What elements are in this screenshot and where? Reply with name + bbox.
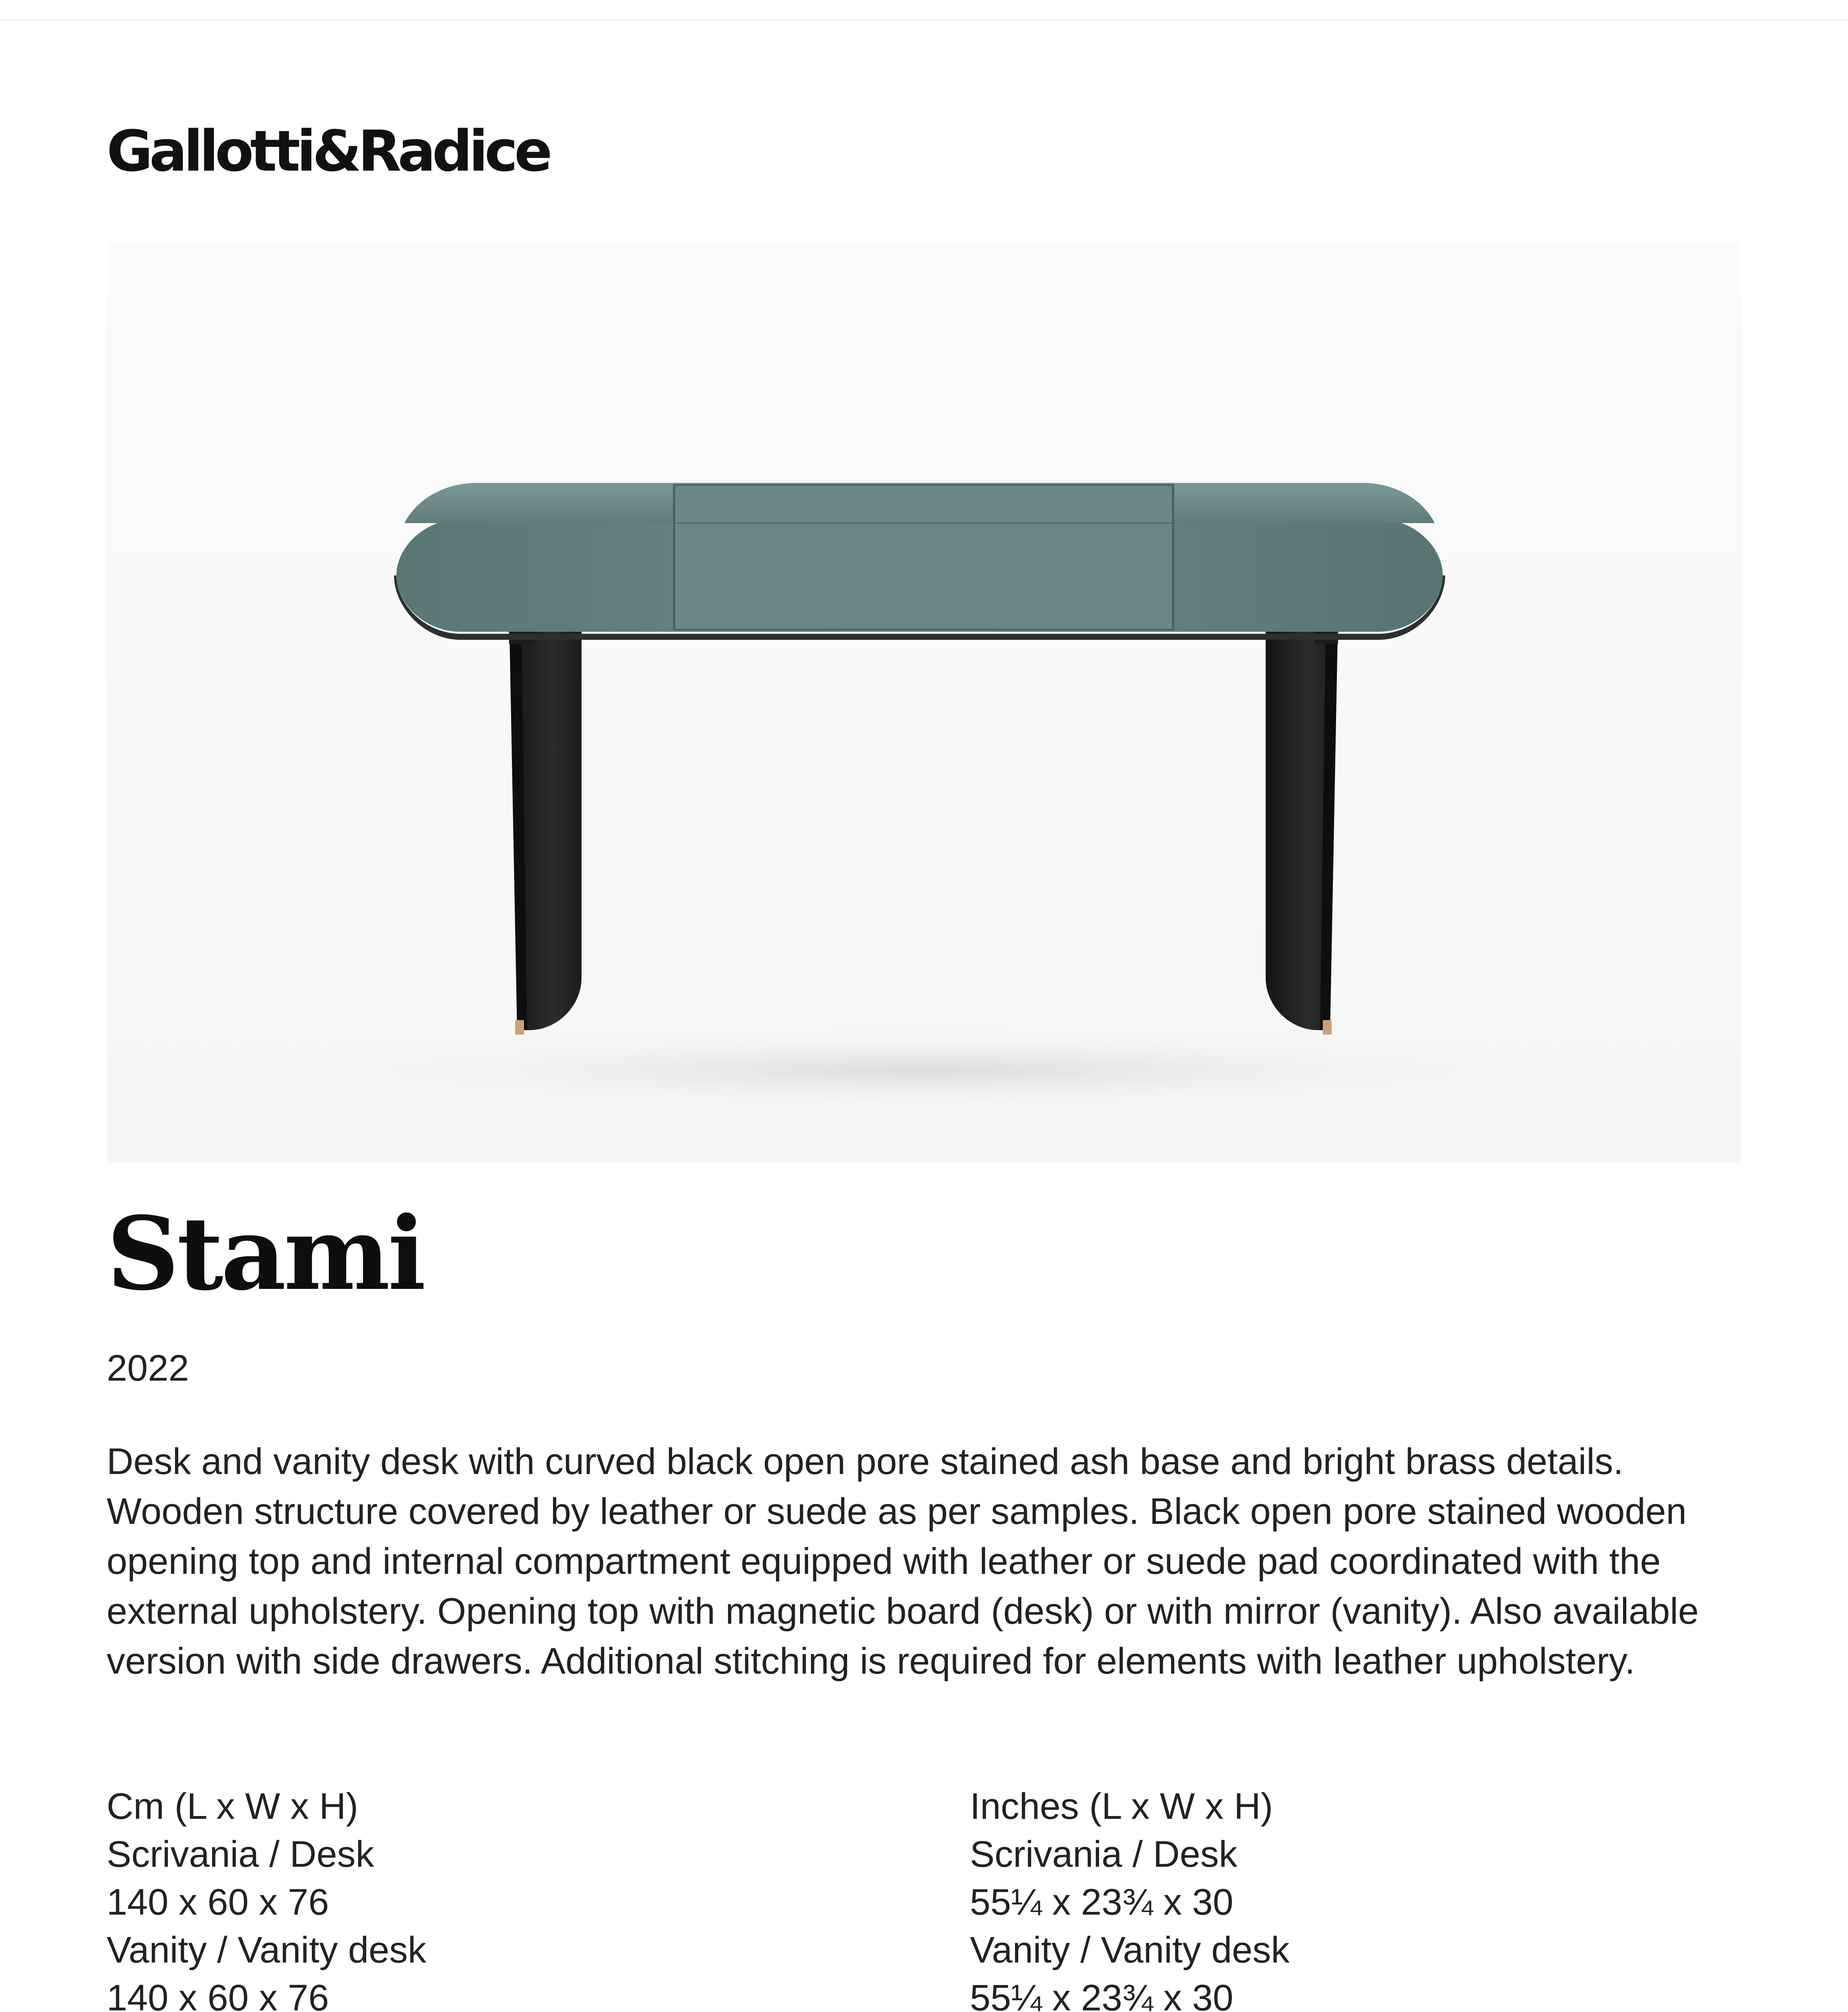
dimensions-cm-line: Scrivania / Desk: [107, 1834, 374, 1875]
product-description: Desk and vanity desk with curved black open pore stained ash base and bright brass details. Wooden structure covered by leather or suede as per samples. Black open pore stained wooden opening top and internal compartment equipped with leather or suede pad coordinated with the external upholstery. Opening top with magnetic board (desk) or with mirror (vanity). Also available version with side drawers. Additional stitching is required for elements with leather upholstery.: [107, 1441, 1699, 1682]
dimensions-cm-line: 140 x 60 x 76: [107, 1882, 329, 1923]
center-drawer: [674, 485, 1173, 630]
left-brass-foot: [515, 1020, 524, 1035]
dimensions-inches-line: 55¼ x 23¾ x 30: [970, 1882, 1233, 1923]
dimensions-cm-header: Cm (L x W x H): [107, 1786, 359, 1827]
dimensions-cm: [107, 1783, 891, 2012]
right-brass-foot: [1323, 1020, 1332, 1035]
dimensions-cm-line: 140 x 60 x 76: [107, 1977, 329, 2012]
product-image: [107, 241, 1741, 1163]
product-year: 2022: [107, 1348, 189, 1389]
top-divider: [0, 19, 1848, 21]
floor-shadow: [199, 1026, 1648, 1115]
dimensions-cm-line: Vanity / Vanity desk: [107, 1930, 427, 1971]
dimensions-inches-line: 55¼ x 23¾ x 30: [970, 1977, 1233, 2012]
product-title: Stami: [107, 1194, 424, 1313]
desk-illustration: [107, 241, 1741, 1163]
dimensions-inches-header: Inches (L x W x H): [970, 1786, 1273, 1827]
dimensions-inches: [970, 1783, 1755, 2012]
brand-logo: Gallotti&Radice: [107, 119, 549, 184]
dimensions-inches-line: Scrivania / Desk: [970, 1834, 1238, 1875]
dimensions-inches-line: Vanity / Vanity desk: [970, 1930, 1290, 1971]
